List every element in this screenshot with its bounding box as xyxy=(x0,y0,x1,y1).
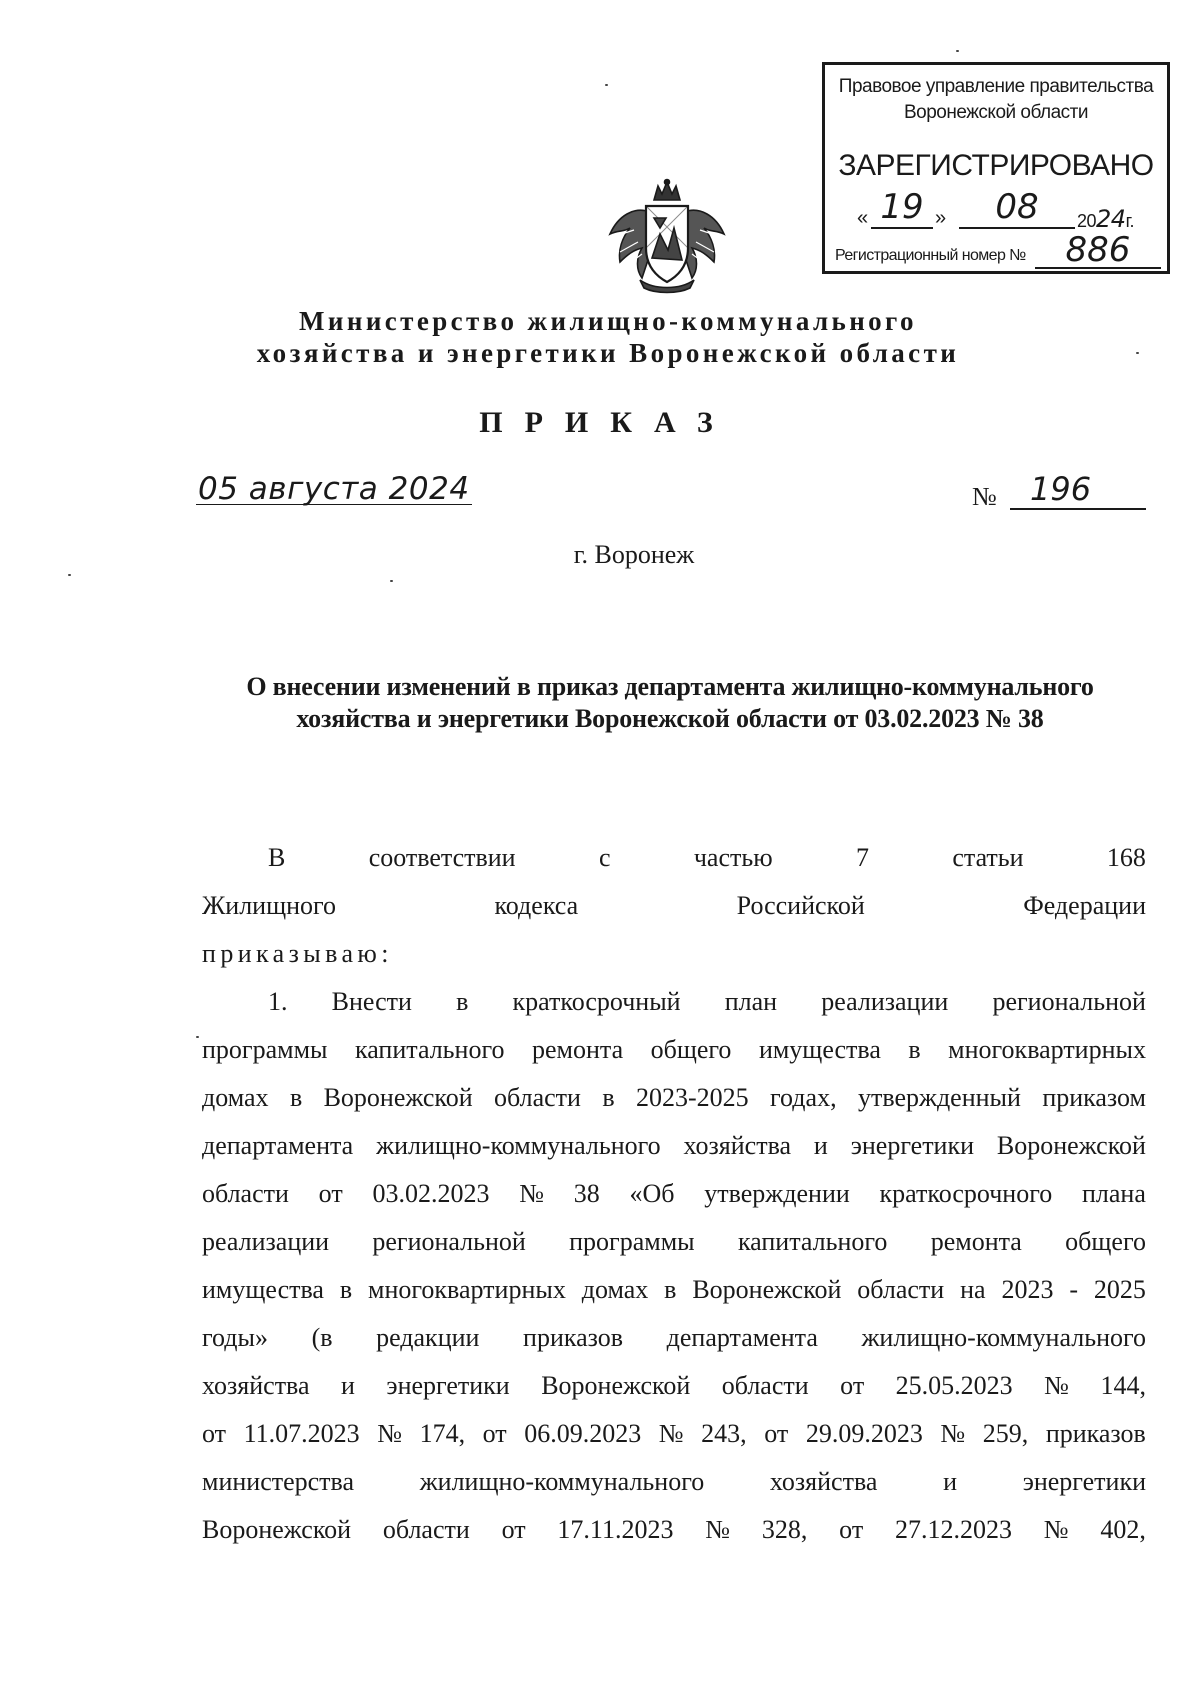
stamp-date xyxy=(855,187,1165,231)
body-line xyxy=(202,1218,1146,1266)
body-word: 328, xyxy=(761,1515,808,1544)
body-word: области xyxy=(721,1371,809,1400)
body-word: хозяйства xyxy=(202,1371,310,1400)
body-word: приказов xyxy=(523,1323,624,1352)
body-word: годах, xyxy=(770,1083,837,1112)
stamp-org-line2: Воронежской области xyxy=(904,102,1088,123)
body-word: Воронежской xyxy=(202,1515,352,1544)
body-line xyxy=(202,1170,1146,1218)
body-word: приказываю: xyxy=(202,939,393,968)
body-line xyxy=(202,978,1146,1026)
body-word: домах xyxy=(581,1275,649,1304)
body-word: имущества xyxy=(758,1035,881,1064)
body-word: 2023 xyxy=(1001,1275,1054,1304)
body-word: 174, xyxy=(419,1419,466,1448)
body-word: на xyxy=(960,1275,986,1304)
body-word: 27.12.2023 xyxy=(894,1515,1012,1544)
body-word: департамента xyxy=(202,1131,354,1160)
body-word: домах xyxy=(202,1083,269,1112)
stamp-org-line1: Правовое управление правительства xyxy=(838,76,1154,97)
body-word: энергетики xyxy=(1022,1467,1146,1496)
body-word: от xyxy=(839,1515,864,1544)
stamp-reg-number xyxy=(835,230,1165,270)
body-word: 168 xyxy=(1106,843,1146,872)
stamp-registered-label: ЗАРЕГИСТРИРОВАНО xyxy=(838,149,1154,182)
body-word: Российской xyxy=(736,891,865,920)
body-word: Федерации xyxy=(1023,891,1146,920)
body-word: и xyxy=(943,1467,958,1496)
body-word: и xyxy=(341,1371,355,1400)
stamp-quote-close: » xyxy=(935,207,947,229)
body-word: годы» xyxy=(202,1323,268,1352)
body-word: «Об xyxy=(629,1179,675,1208)
body-word: в xyxy=(664,1275,677,1304)
body-line xyxy=(202,1074,1146,1122)
body-word: 144, xyxy=(1100,1371,1146,1400)
scan-speck xyxy=(605,84,608,86)
body-line xyxy=(202,1266,1146,1314)
registration-stamp xyxy=(822,62,1170,274)
body-word: Воронежской xyxy=(323,1083,473,1112)
body-word: ремонта xyxy=(531,1035,624,1064)
body-word: от xyxy=(318,1179,343,1208)
ministry-name-line1: Министерство жилищно-коммунального xyxy=(299,306,917,336)
body-word: Воронежской xyxy=(692,1275,842,1304)
body-word: плана xyxy=(1082,1179,1146,1208)
body-word: области xyxy=(857,1275,945,1304)
body-word: утверждении xyxy=(704,1179,850,1208)
body-word: № xyxy=(705,1515,731,1544)
body-word: от xyxy=(202,1419,227,1448)
stamp-year-handwritten: 24 xyxy=(1096,205,1126,233)
stamp-quote-open: « xyxy=(857,207,869,229)
body-word: региональной xyxy=(372,1227,526,1256)
stamp-reg-number-label: Регистрационный номер № xyxy=(835,247,1026,264)
body-word: № xyxy=(658,1419,684,1448)
body-word: 2025 xyxy=(1093,1275,1146,1304)
body-word: план xyxy=(724,987,778,1016)
body-word: 11.07.2023 xyxy=(243,1419,360,1448)
body-word: 259, xyxy=(982,1419,1029,1448)
body-word: краткосрочного xyxy=(879,1179,1053,1208)
body-word: Воронежской xyxy=(996,1131,1146,1160)
body-word: от xyxy=(840,1371,865,1400)
body-word: ремонта xyxy=(930,1227,1022,1256)
body-word: многоквартирных xyxy=(948,1035,1146,1064)
stamp-reg-number-value: 886 xyxy=(1035,233,1161,269)
body-word: частью xyxy=(693,843,773,872)
body-word: 25.05.2023 xyxy=(895,1371,1013,1400)
body-word: в xyxy=(289,1083,303,1112)
body-word: жилищно-коммунального xyxy=(419,1467,705,1496)
body-word: - xyxy=(1069,1275,1079,1304)
city-name: г. Воронеж xyxy=(573,540,695,569)
body-line xyxy=(202,882,1146,930)
body-word: области xyxy=(382,1515,470,1544)
document-type-title: ПРИКАЗ xyxy=(479,406,735,439)
body-line xyxy=(202,1122,1146,1170)
body-word: многоквартирных xyxy=(368,1275,566,1304)
body-word: жилищно-коммунального xyxy=(861,1323,1146,1352)
body-word: 17.11.2023 xyxy=(557,1515,674,1544)
body-word: 03.02.2023 xyxy=(372,1179,490,1208)
body-word: области xyxy=(494,1083,581,1112)
body-word: в xyxy=(456,987,469,1016)
body-word: от xyxy=(764,1419,789,1448)
body-word: 1. xyxy=(268,987,288,1016)
body-word: 06.09.2023 xyxy=(524,1419,642,1448)
body-line xyxy=(202,930,1146,978)
order-body-text xyxy=(202,834,1146,1554)
body-word: редакции xyxy=(376,1323,480,1352)
body-word: Внести xyxy=(331,987,412,1016)
body-word: от xyxy=(501,1515,526,1544)
order-number-sign: № xyxy=(972,482,997,511)
body-word: № xyxy=(519,1179,545,1208)
body-line xyxy=(202,1314,1146,1362)
body-word: статьи xyxy=(952,843,1024,872)
stamp-month: 08 xyxy=(959,187,1075,229)
body-word: 7 xyxy=(856,843,869,872)
body-word: № xyxy=(377,1419,403,1448)
body-word: департамента xyxy=(666,1323,818,1352)
body-word: хозяйства xyxy=(683,1131,792,1160)
body-word: и xyxy=(813,1131,828,1160)
body-word: энергетики xyxy=(386,1371,510,1400)
body-word: № xyxy=(1043,1515,1069,1544)
scan-speck xyxy=(390,580,393,582)
ministry-name-line2: хозяйства и энергетики Воронежской области xyxy=(256,338,960,368)
stamp-day: 19 xyxy=(871,187,933,229)
body-word: программы xyxy=(569,1227,695,1256)
body-word: программы xyxy=(202,1035,328,1064)
body-line xyxy=(202,1362,1146,1410)
body-word: реализации xyxy=(202,1227,330,1256)
body-word: 2023-2025 xyxy=(635,1083,749,1112)
body-word: в xyxy=(908,1035,921,1064)
body-word: энергетики xyxy=(850,1131,975,1160)
subject-line2: хозяйства и энергетики Воронежской области от 03.02.2023 № 38 xyxy=(296,704,1044,733)
order-number xyxy=(972,470,1152,510)
body-word: приказов xyxy=(1045,1419,1146,1448)
body-word: В xyxy=(268,843,286,872)
body-word: соответствии xyxy=(368,843,516,872)
body-word: 29.09.2023 xyxy=(805,1419,923,1448)
body-word: от xyxy=(482,1419,507,1448)
body-word: министерства xyxy=(202,1467,355,1496)
body-word: кодекса xyxy=(494,891,579,920)
scan-speck xyxy=(196,1036,199,1038)
body-word: № xyxy=(940,1419,966,1448)
body-word: жилищно-коммунального xyxy=(376,1131,661,1160)
order-date-handwritten: 05 августа 2024 xyxy=(198,471,470,507)
body-word: капитального xyxy=(737,1227,888,1256)
body-line xyxy=(202,1458,1146,1506)
body-word: в xyxy=(339,1275,353,1304)
body-word: краткосрочный xyxy=(512,987,681,1016)
scan-speck xyxy=(68,574,71,576)
stamp-year-suffix: г. xyxy=(1125,211,1134,231)
body-word: № xyxy=(1044,1371,1069,1400)
order-number-handwritten: 196 xyxy=(1010,470,1146,510)
body-line xyxy=(202,1026,1146,1074)
body-word: области xyxy=(202,1179,289,1208)
body-word: в xyxy=(602,1083,615,1112)
body-word: Жилищного xyxy=(202,891,337,920)
body-word: имущества xyxy=(202,1275,324,1304)
body-word: (в xyxy=(311,1323,333,1352)
body-word: 402, xyxy=(1100,1515,1146,1544)
stamp-year-prefix: 20 xyxy=(1077,211,1097,231)
body-word: 243, xyxy=(701,1419,747,1448)
body-word: капитального xyxy=(355,1035,505,1064)
scan-speck xyxy=(956,50,959,52)
body-word: хозяйства xyxy=(769,1467,878,1496)
body-word: 38 xyxy=(573,1179,600,1208)
body-line xyxy=(202,1506,1146,1554)
body-word: Воронежской xyxy=(541,1371,691,1400)
body-word: утвержденный xyxy=(857,1083,1021,1112)
body-word: региональной xyxy=(992,987,1146,1016)
voronezh-coat-of-arms-icon xyxy=(604,178,730,296)
body-line xyxy=(202,834,1146,882)
body-word: реализации xyxy=(821,987,949,1016)
subject-line1: О внесении изменений в приказ департамента жилищно-коммунального xyxy=(246,672,1094,701)
body-word: приказом xyxy=(1042,1083,1146,1112)
body-word: общего xyxy=(650,1035,732,1064)
stamp-year xyxy=(1077,205,1134,233)
body-line xyxy=(202,1410,1146,1458)
scan-speck xyxy=(1136,352,1139,354)
body-word: общего xyxy=(1065,1227,1146,1256)
body-word: с xyxy=(598,843,611,872)
